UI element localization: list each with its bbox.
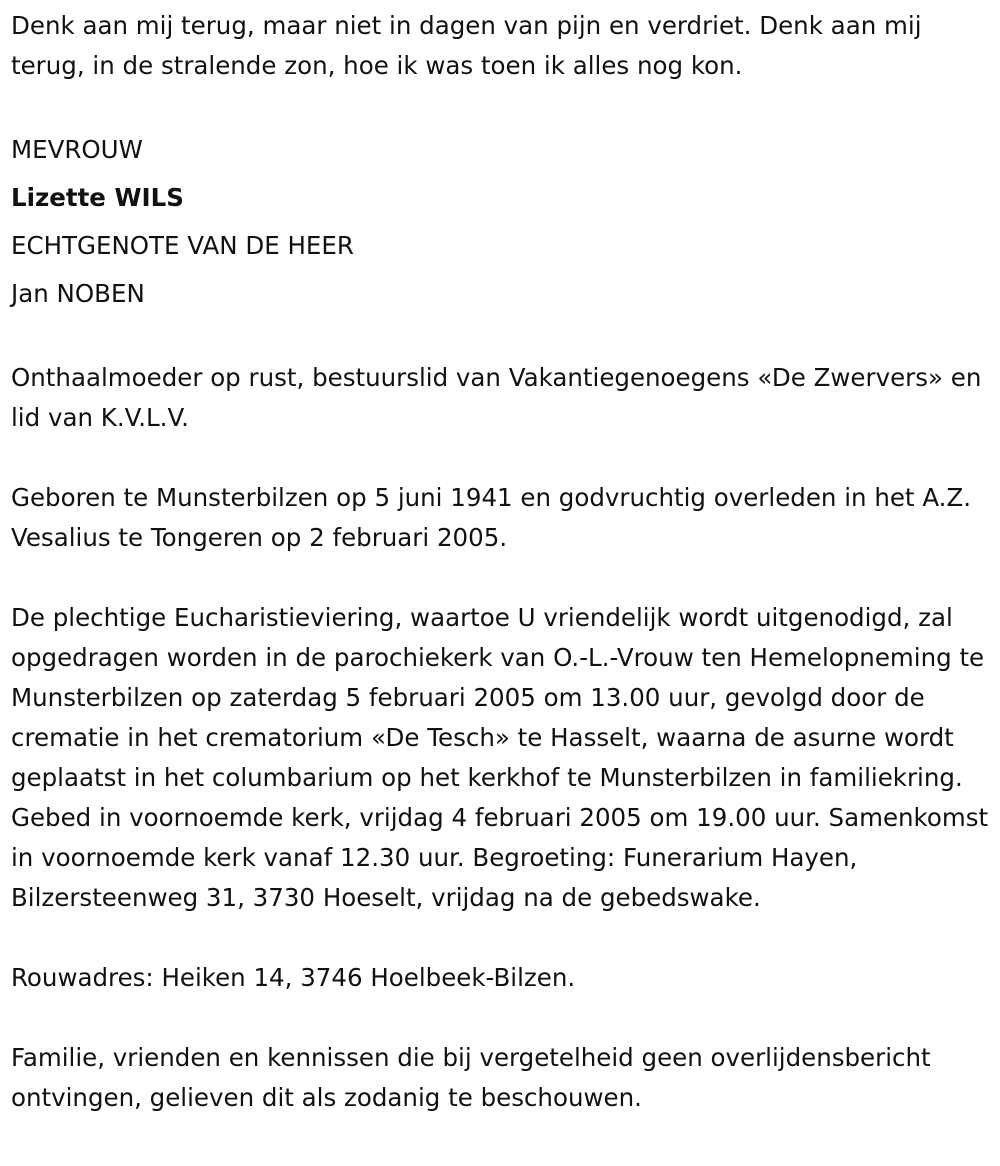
spacer: [11, 86, 996, 126]
address-paragraph: Rouwadres: Heiken 14, 3746 Hoelbeek-Bilzen.: [11, 963, 576, 992]
spacer: [11, 438, 996, 478]
spacer: [11, 918, 996, 958]
ceremony-paragraph: De plechtige Eucharistieviering, waartoe U vriendelijk wordt uitgenodigd, zal opgedragen worden in de parochiekerk van O.-L.-Vrouw ten Hemelopneming te Munsterbilzen op zaterdag 5 februari 2005 om 13.00 uur, gevolgd door de crematie in het crematorium «De Tesch» te Hasselt, waarna de asurne wordt geplaatst in het columbarium op het kerkhof te Munsterbilzen in familiekring. Gebed in voornoemde kerk, vrijdag 4 februari 2005 om 19.00 uur. Samenkomst in voornoemde kerk vanaf 12.30 uur. Begroeting: Funerarium Hayen, Bilzersteenweg 31, 3730 Hoeselt, vrijdag na de gebedswake.: [11, 603, 989, 912]
deceased-name: Lizette WILS: [11, 183, 184, 212]
spacer: [11, 558, 996, 598]
occupation-paragraph: Onthaalmoeder op rust, bestuurslid van Vakantiegenoegens «De Zwervers» en lid van K.V.L.V.: [11, 363, 982, 432]
poem-paragraph: Denk aan mij terug, maar niet in dagen van pijn en verdriet. Denk aan mij terug, in de stralende zon, hoe ik was toen ik alles nog kon.: [11, 11, 922, 80]
spacer: [11, 998, 996, 1038]
closing-paragraph: Familie, vrienden en kennissen die bij vergetelheid geen overlijdensbericht ontvingen, gelieven dit als zodanig te beschouwen.: [11, 1043, 931, 1112]
title-prefix: MEVROUW: [11, 135, 143, 164]
obituary-document: [11, 0, 996, 1118]
relation-line: ECHTGENOTE VAN DE HEER: [11, 231, 354, 260]
birth-death-paragraph: Geboren te Munsterbilzen op 5 juni 1941 en godvruchtig overleden in het A.Z. Vesalius te Tongeren op 2 februari 2005.: [11, 483, 972, 552]
spouse-name: Jan NOBEN: [11, 279, 145, 308]
spacer: [11, 318, 996, 358]
